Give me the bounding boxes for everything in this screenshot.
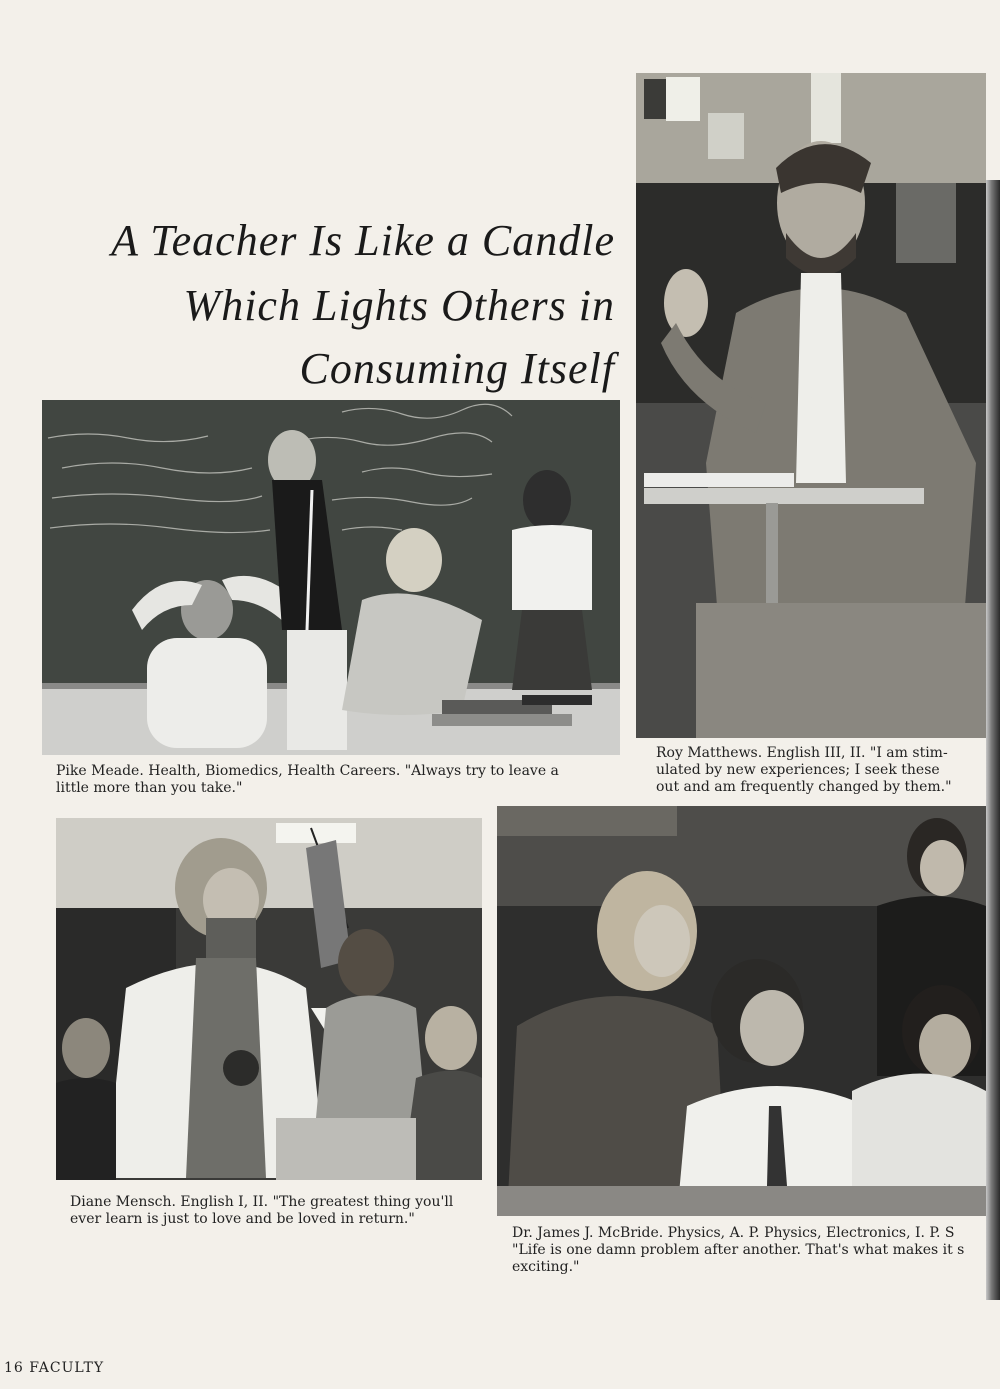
photo-diane-mensch xyxy=(56,818,482,1180)
caption-james-mcbride xyxy=(512,1225,986,1276)
photo-roy-matthews xyxy=(636,73,986,738)
caption-diane-mensch-line-2: ever learn is just to love and be loved in return." xyxy=(70,1211,415,1227)
photo-james-mcbride xyxy=(497,806,986,1216)
facing-page-edge xyxy=(986,180,1000,1300)
chalkboard-line-5 xyxy=(134,438,247,457)
caption-pike-meade-line-2: little more than you take." xyxy=(56,780,243,796)
headline-line-1: A Teacher Is Like a Candle xyxy=(111,216,615,265)
caption-mcbride-line-1: Dr. James J. McBride. Physics, A. P. Physics, Electronics, I. P. S xyxy=(512,1225,955,1241)
caption-roy-matthews-line-2: ulated by new experiences; I seek these xyxy=(656,762,940,778)
photo-chalkboard-classroom xyxy=(42,400,620,755)
caption-roy-matthews xyxy=(656,745,986,796)
caption-mcbride-line-3: exciting." xyxy=(512,1259,580,1275)
chalkboard-line-3 xyxy=(338,419,576,438)
caption-diane-mensch xyxy=(70,1194,490,1228)
caption-pike-meade-line-1: Pike Meade. Health, Biomedics, Health Careers. "Always try to leave a xyxy=(56,763,559,779)
page-folio: 16 FACULTY xyxy=(4,1360,105,1376)
caption-roy-matthews-line-3: out and am frequently changed by them." xyxy=(656,779,952,795)
caption-roy-matthews-line-1: Roy Matthews. English III, II. "I am stim- xyxy=(656,745,948,761)
caption-mcbride-line-2: "Life is one damn problem after another. That's what makes it s xyxy=(512,1242,965,1258)
caption-pike-meade xyxy=(56,763,616,797)
headline-line-3: Consuming Itself xyxy=(299,344,615,393)
chalkboard-line-1 xyxy=(42,400,460,419)
caption-diane-mensch-line-1: Diane Mensch. English I, II. "The greatest thing you'll xyxy=(70,1194,454,1210)
headline-line-2: Which Lights Others in xyxy=(183,281,615,330)
